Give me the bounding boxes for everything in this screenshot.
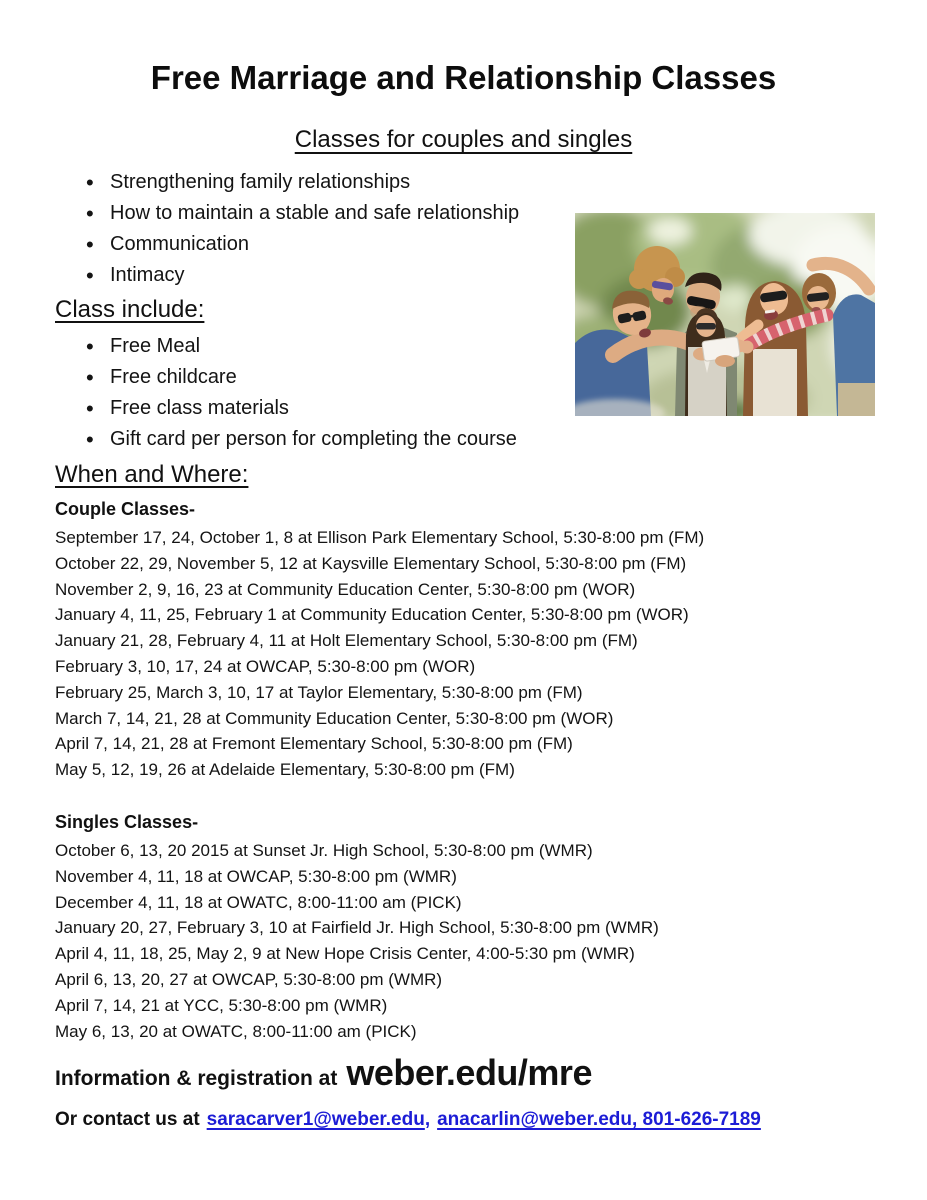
class-include-list (0, 331, 927, 455)
list-item: • Intimacy (110, 260, 927, 291)
page-title: Free Marriage and Relationship Classes (150, 59, 777, 96)
schedule-line: April 7, 14, 21 at YCC, 5:30-8:00 pm (WMR) (55, 995, 388, 1015)
contact-prefix: Or contact us at (55, 1109, 200, 1131)
schedule-line: October 22, 29, November 5, 12 at Kaysville Elementary School, 5:30-8:00 pm (FM) (55, 553, 687, 573)
schedule-line: May 5, 12, 19, 26 at Adelaide Elementary, 5:30-8:00 pm (FM) (55, 760, 515, 780)
when-where-heading: When and Where: (55, 461, 249, 488)
subtitle: Classes for couples and singles (294, 126, 633, 153)
list-item: • Communication (110, 229, 927, 260)
schedule-line: January 4, 11, 25, February 1 at Community Education Center, 5:30-8:00 pm (WOR) (55, 605, 689, 625)
list-item: • Free Meal (110, 331, 927, 362)
schedule-line: October 6, 13, 20 2015 at Sunset Jr. High School, 5:30-8:00 pm (WMR) (55, 840, 593, 860)
info-registration-line (55, 1052, 927, 1102)
schedule-line: January 21, 28, February 4, 11 at Holt Elementary School, 5:30-8:00 pm (FM) (55, 631, 638, 651)
schedule-line: May 6, 13, 20 at OWATC, 8:00-11:00 am (PICK) (55, 1021, 417, 1041)
list-item: • Gift card per person for completing the course (110, 424, 927, 455)
schedule-line: November 4, 11, 18 at OWCAP, 5:30-8:00 pm (WMR) (55, 866, 457, 886)
email-link-anacarlin-phone[interactable]: anacarlin@weber.edu, 801-626-7189 (437, 1109, 761, 1131)
contact-line (55, 1107, 927, 1132)
schedule-line: September 17, 24, October 1, 8 at Ellison Park Elementary School, 5:30-8:00 pm (FM) (55, 528, 705, 547)
singles-classes-heading: Singles Classes- (55, 811, 199, 832)
list-item: • Strengthening family relationships (110, 167, 927, 198)
schedule-line: April 4, 11, 18, 25, May 2, 9 at New Hope Crisis Center, 4:00-5:30 pm (WMR) (55, 944, 635, 964)
schedule-line: December 4, 11, 18 at OWATC, 8:00-11:00 am (PICK) (55, 892, 462, 912)
schedule-line: February 25, March 3, 10, 17 at Taylor Elementary, 5:30-8:00 pm (FM) (55, 682, 583, 702)
info-prefix: Information & registration at (55, 1067, 338, 1091)
registration-url: weber.edu/mre (346, 1052, 592, 1094)
link-separator: , (424, 1109, 431, 1131)
list-item: • How to maintain a stable and safe relationship (110, 198, 927, 229)
schedule-line: April 7, 14, 21, 28 at Fremont Elementary School, 5:30-8:00 pm (FM) (55, 734, 573, 754)
schedule-line: April 6, 13, 20, 27 at OWCAP, 5:30-8:00 pm (WMR) (55, 969, 443, 989)
couple-classes-heading: Couple Classes- (55, 499, 196, 519)
schedule-line: March 7, 14, 21, 28 at Community Education Center, 5:30-8:00 pm (WOR) (55, 708, 614, 728)
schedule-line: February 3, 10, 17, 24 at OWCAP, 5:30-8:00 pm (WOR) (55, 656, 476, 676)
class-include-heading: Class include: (55, 296, 205, 323)
singles-classes-list (55, 838, 927, 1044)
list-item: • Free class materials (110, 393, 927, 424)
couple-classes-list (55, 525, 927, 783)
list-item: • Free childcare (110, 362, 927, 393)
schedule-line: November 2, 9, 16, 23 at Community Education Center, 5:30-8:00 pm (WOR) (55, 579, 636, 599)
email-link-saracarver[interactable]: saracarver1@weber.edu (206, 1109, 425, 1131)
schedule-line: January 20, 27, February 3, 10 at Fairfield Jr. High School, 5:30-8:00 pm (WMR) (55, 918, 659, 938)
